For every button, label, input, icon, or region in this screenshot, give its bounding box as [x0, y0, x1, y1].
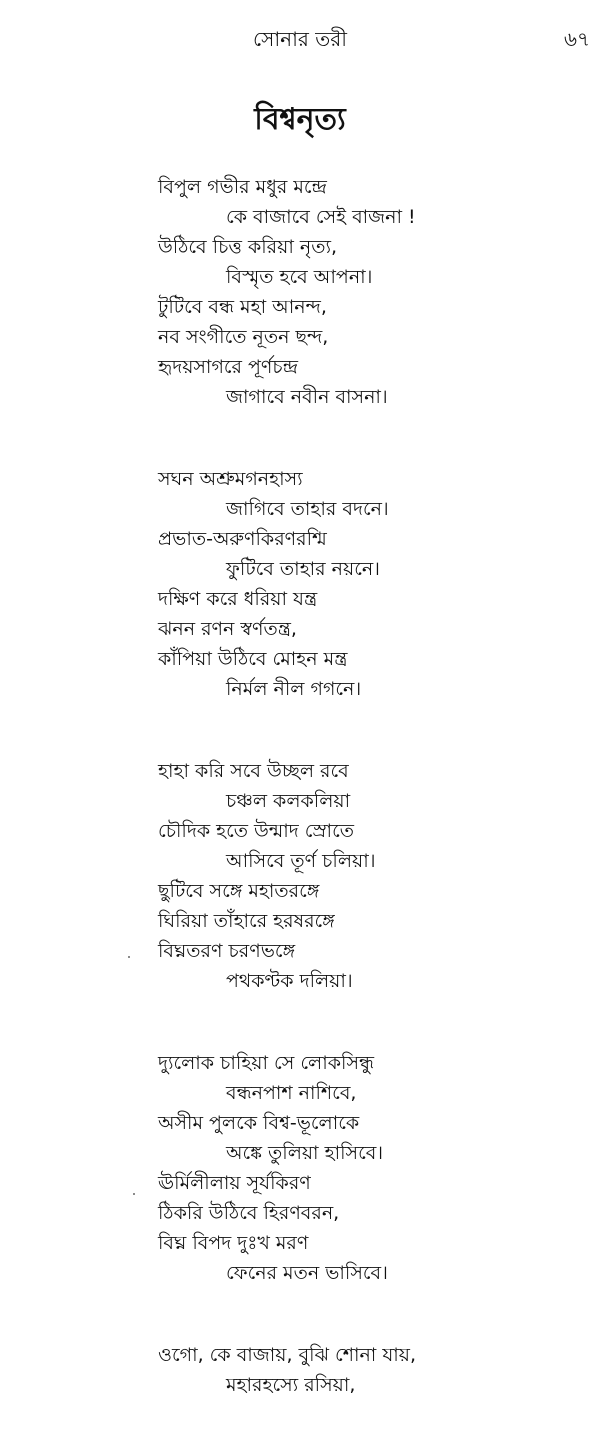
poem-title: বিশ্বনৃত্য [254, 102, 346, 137]
stanza [158, 464, 598, 704]
poem-line: অসীম পুলকে বিশ্ব-ভূলোকে [158, 1112, 360, 1134]
poem-line: প্রভাত-অরুণকিরণরশ্মি [158, 528, 327, 550]
poem-line: সঘন অশ্রুমগনহাস্য [158, 468, 303, 490]
poem-line: বিঘ্নতরণ চরণভঙ্গে [158, 940, 296, 962]
poem-line: ঊর্মিলীলায় সূর্যকিরণ [158, 1172, 311, 1194]
poem-line: বিঘ্ন বিপদ দুঃখ মরণ [158, 1232, 309, 1254]
poem-line: বিস্মৃত হবে আপনা। [226, 266, 373, 288]
poem-line: ঘিরিয়া তাঁহারে হরষরঙ্গে [158, 910, 335, 932]
scan-speck [128, 956, 130, 958]
poem-line: মহারহস্যে রসিয়া, [226, 1374, 356, 1396]
stanza [158, 1048, 598, 1288]
scan-speck [133, 1193, 135, 1195]
poem-line: উঠিবে চিত্ত করিয়া নৃত্য, [158, 236, 338, 258]
poem-line: দক্ষিণ করে ধরিয়া যন্ত্র [158, 588, 318, 610]
poem-body [158, 172, 598, 1452]
poem-line: কে বাজাবে সেই বাজনা ! [226, 206, 416, 228]
poem-line: নব সংগীতে নূতন ছন্দ, [158, 326, 329, 348]
poem-line: ওগো, কে বাজায়, বুঝি শোনা যায়, [158, 1344, 417, 1366]
poem-line: বন্ধনপাশ নাশিবে, [226, 1082, 357, 1104]
poem-line: আসিবে তূর্ণ চলিয়া। [226, 850, 376, 872]
stanza [158, 1340, 598, 1400]
poem-line: কাঁপিয়া উঠিবে মোহন মন্ত্র [158, 648, 348, 670]
poem-line: টুটিবে বন্ধ মহা আনন্দ, [158, 296, 327, 318]
page-number: ৬৭ [563, 27, 590, 51]
poem-line: বিপুল গভীর মধুর মন্দ্রে [158, 176, 327, 198]
running-title: সোনার তরী [253, 27, 347, 51]
stanza [158, 172, 598, 412]
poem-line: ছুটিবে সঙ্গে মহাতরঙ্গে [158, 880, 320, 902]
poem-line: ঝনন রণন স্বর্ণতন্ত্র, [158, 618, 297, 640]
poem-line: পথকণ্টক দলিয়া। [226, 970, 353, 992]
poem-line: ফেনের মতন ভাসিবে। [226, 1262, 388, 1284]
poem-line: ঠিকরি উঠিবে হিরণবরন, [158, 1202, 340, 1224]
poem-line: চঞ্চল কলকলিয়া [226, 790, 351, 812]
poem-line: নির্মল নীল গগনে। [226, 678, 362, 700]
poem-line: হাহা করি সবে উচ্ছল রবে [158, 760, 349, 782]
poem-line: হৃদয়সাগরে পূর্ণচন্দ্র [158, 356, 299, 378]
poem-line: জাগাবে নবীন বাসনা। [226, 386, 388, 408]
poem-line: চৌদিক হতে উন্মাদ স্রোতে [158, 820, 354, 842]
poem-line: দ্যুলোক চাহিয়া সে লোকসিন্ধু [158, 1052, 375, 1074]
poem-line: ফুটিবে তাহার নয়নে। [226, 558, 380, 580]
stanza [158, 756, 598, 996]
poem-line: অঙ্কে তুলিয়া হাসিবে। [226, 1142, 384, 1164]
poem-line: জাগিবে তাহার বদনে। [226, 498, 389, 520]
